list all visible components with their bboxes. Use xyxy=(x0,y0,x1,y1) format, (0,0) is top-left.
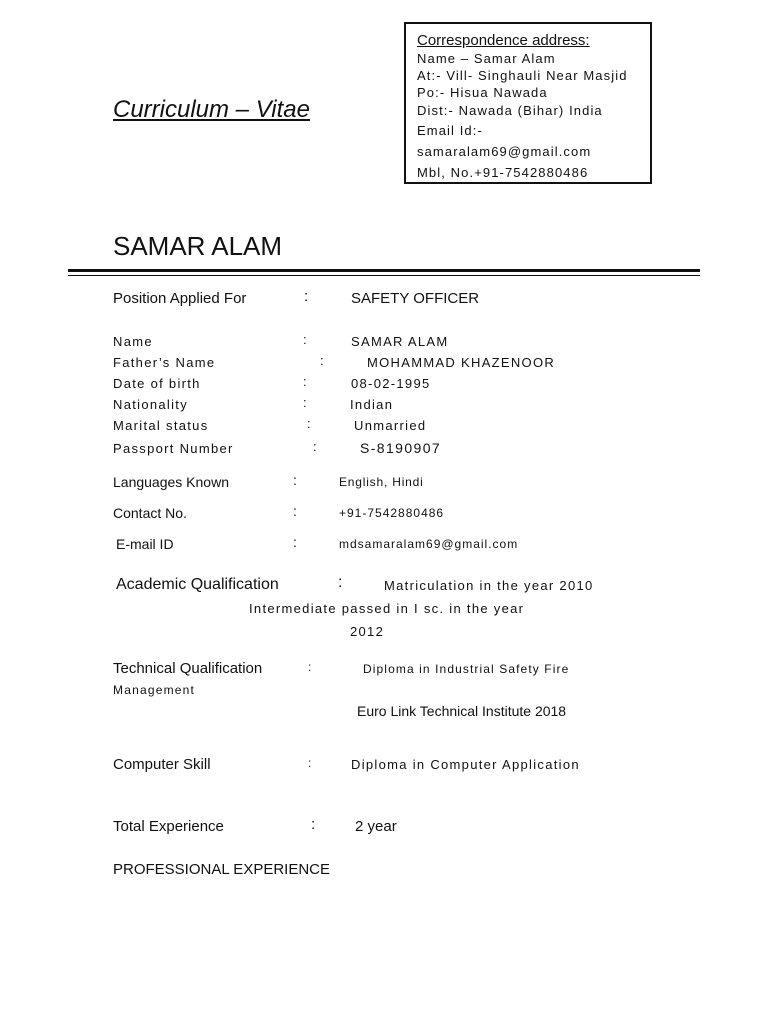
position-value: SAFETY OFFICER xyxy=(351,290,480,307)
correspondence-mobile: Mbl, No.+91-7542880486 xyxy=(417,165,589,180)
technical-label: Technical Qualification xyxy=(113,660,263,677)
email-separator: : xyxy=(293,534,297,550)
correspondence-email: samaralam69@gmail.com xyxy=(417,144,592,159)
father-name-value: MOHAMMAD KHAZENOOR xyxy=(367,355,556,370)
name-separator: : xyxy=(303,332,308,347)
correspondence-name: Name – Samar Alam xyxy=(417,51,556,66)
correspondence-title: Correspondence address: xyxy=(417,32,590,49)
header-divider-thick xyxy=(68,269,700,272)
contact-separator: : xyxy=(293,503,297,519)
marital-status-separator: : xyxy=(307,416,312,431)
technical-institute: Euro Link Technical Institute 2018 xyxy=(357,703,567,719)
technical-separator: : xyxy=(308,660,312,674)
academic-label: Academic Qualification xyxy=(116,576,279,593)
father-name-separator: : xyxy=(320,353,325,368)
header-divider-thin xyxy=(68,275,700,276)
email-value: mdsamaralam69@gmail.com xyxy=(339,537,519,551)
candidate-name-heading: SAMAR ALAM xyxy=(113,231,283,261)
computer-skill-label: Computer Skill xyxy=(113,756,211,773)
academic-intermediate-year: 2012 xyxy=(350,624,385,639)
correspondence-email-label: Email Id:- xyxy=(417,123,483,138)
correspondence-village: At:- Vill- Singhauli Near Masjid xyxy=(417,68,628,83)
correspondence-address-box xyxy=(404,22,652,184)
nationality-label: Nationality xyxy=(113,397,188,412)
correspondence-post-office: Po:- Hisua Nawada xyxy=(417,85,548,100)
computer-skill-separator: : xyxy=(308,756,312,770)
academic-intermediate: Intermediate passed in I sc. in the year xyxy=(249,601,525,616)
languages-value: English, Hindi xyxy=(339,475,424,489)
professional-experience-heading: PROFESSIONAL EXPERIENCE xyxy=(113,861,331,878)
dob-label: Date of birth xyxy=(113,376,201,391)
contact-label: Contact No. xyxy=(113,505,187,521)
experience-separator: : xyxy=(311,816,316,833)
experience-value: 2 year xyxy=(355,818,397,835)
marital-status-label: Marital status xyxy=(113,418,209,433)
computer-skill-value: Diploma in Computer Application xyxy=(351,757,580,772)
passport-label: Passport Number xyxy=(113,441,234,456)
academic-separator: : xyxy=(338,574,343,591)
email-label: E-mail ID xyxy=(116,536,174,552)
technical-value: Diploma in Industrial Safety Fire xyxy=(363,662,570,676)
correspondence-district: Dist:- Nawada (Bihar) India xyxy=(417,103,603,118)
marital-status-value: Unmarried xyxy=(354,418,427,433)
position-label: Position Applied For xyxy=(113,290,247,307)
name-label: Name xyxy=(113,334,153,349)
passport-separator: : xyxy=(313,439,318,454)
document-title: Curriculum – Vitae xyxy=(113,96,310,123)
languages-separator: : xyxy=(293,472,297,488)
name-value: SAMAR ALAM xyxy=(351,334,449,349)
dob-separator: : xyxy=(303,374,308,389)
position-separator: : xyxy=(304,288,309,305)
dob-value: 08-02-1995 xyxy=(351,376,431,391)
nationality-value: Indian xyxy=(350,397,394,412)
academic-matriculation: Matriculation in the year 2010 xyxy=(384,578,594,593)
passport-value: S-8190907 xyxy=(360,440,442,456)
languages-label: Languages Known xyxy=(113,474,229,490)
technical-value-continued: Management xyxy=(113,683,196,697)
father-name-label: Father’s Name xyxy=(113,355,216,370)
experience-label: Total Experience xyxy=(113,818,224,835)
contact-value: +91-7542880486 xyxy=(339,506,445,520)
nationality-separator: : xyxy=(303,395,308,410)
